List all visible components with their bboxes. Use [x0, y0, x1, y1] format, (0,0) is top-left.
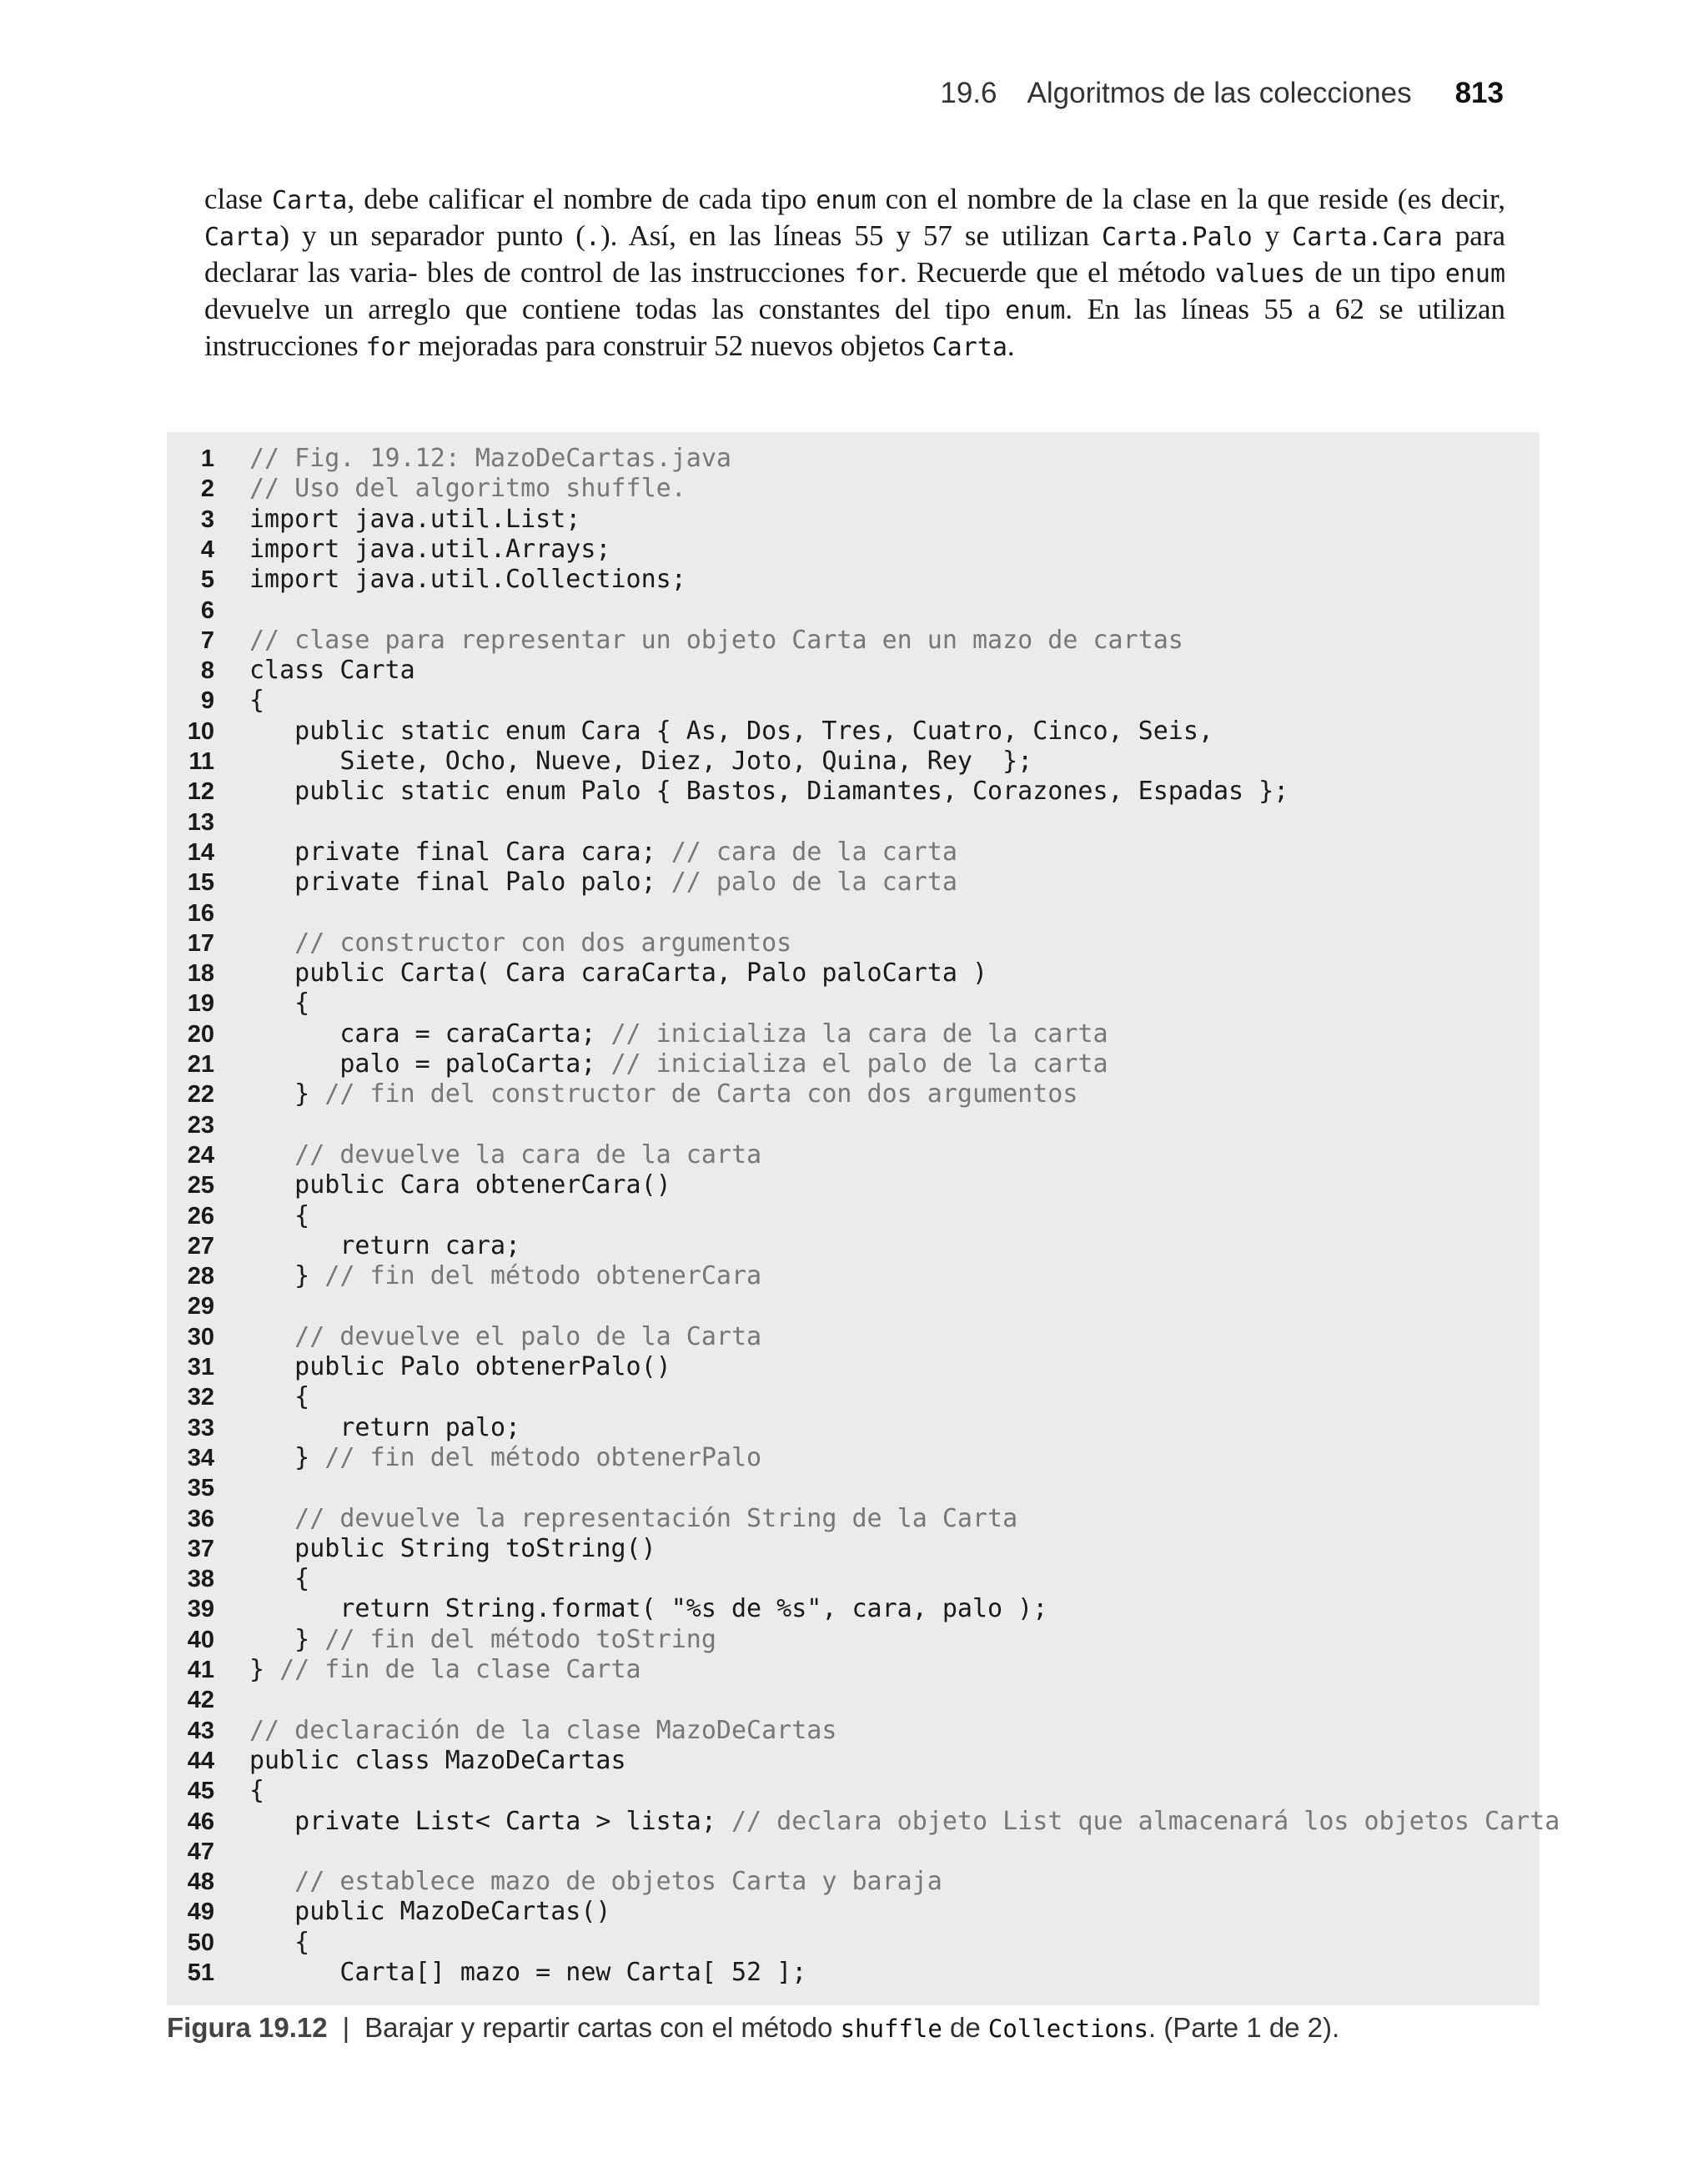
code-comment: // fin del constructor de Carta con dos argumentos: [324, 1079, 1078, 1109]
code-text: [249, 1170, 671, 1200]
code-comment: // cara de la carta: [671, 837, 957, 867]
intro-text-run: de un tipo: [1305, 256, 1445, 289]
inline-code: Carta: [204, 223, 280, 252]
intro-text-run: clase: [204, 183, 273, 215]
line-number: 3: [200, 506, 214, 533]
code-text: [249, 1625, 716, 1655]
code-text: [249, 1413, 520, 1443]
inline-code: Carta.Cara: [1292, 223, 1443, 252]
code-content: return String.format( "%s de %s", cara, palo );: [249, 1594, 1048, 1624]
inline-code: Carta: [932, 333, 1007, 362]
inline-code: enum: [1444, 259, 1506, 289]
line-number: 20: [187, 1020, 214, 1048]
line-number: 51: [187, 1959, 214, 1986]
code-text: [249, 505, 580, 535]
line-number: 13: [187, 808, 214, 836]
code-text: [249, 837, 957, 868]
code-content: class Carta: [249, 656, 415, 686]
code-comment: // palo de la carta: [671, 868, 957, 898]
inline-code: Carta.Palo: [1102, 223, 1253, 252]
line-number: 5: [200, 566, 214, 594]
code-content: private List< Carta > lista;: [249, 1806, 731, 1836]
code-content: // constructor con dos argumentos: [249, 928, 792, 958]
line-number: 43: [187, 1717, 214, 1744]
code-text: [249, 777, 1289, 807]
line-number: 6: [200, 596, 214, 624]
inline-code: enum: [816, 186, 877, 215]
code-text: [249, 1322, 761, 1352]
code-content: public Palo obtenerPalo(): [249, 1352, 671, 1381]
code-text: [249, 1655, 641, 1685]
line-number: 28: [187, 1263, 214, 1290]
code-text: [249, 1352, 671, 1382]
line-number: 2: [200, 475, 214, 503]
code-content: }: [249, 1079, 325, 1109]
code-content: // Uso del algoritmo shuffle.: [249, 474, 686, 504]
line-number: 42: [187, 1687, 214, 1714]
line-number: 39: [187, 1596, 214, 1623]
line-number: 11: [188, 748, 214, 775]
line-number: 24: [187, 1141, 214, 1169]
line-number: 22: [187, 1081, 214, 1109]
code-text: [249, 444, 731, 474]
code-text: [249, 1958, 806, 1988]
line-number: 21: [187, 1051, 214, 1078]
caption-code-collections: Collections: [987, 2015, 1148, 2043]
line-number: 23: [187, 1111, 214, 1139]
code-comment: // fin del método toString: [324, 1624, 716, 1654]
line-number: 19: [187, 990, 214, 1018]
line-number: 30: [187, 1323, 214, 1351]
line-number: 29: [187, 1293, 214, 1320]
line-number: 7: [200, 626, 214, 654]
line-number: 47: [187, 1838, 214, 1865]
code-text: [249, 988, 309, 1019]
line-number: 4: [200, 536, 214, 563]
intro-text-run: para declarar las varia- bles de control de las instrucciones: [204, 219, 1506, 289]
code-text: [249, 868, 957, 898]
code-comment: // inicializa el palo de la carta: [610, 1049, 1108, 1079]
inline-code: Carta: [272, 186, 348, 215]
line-number: 27: [187, 1232, 214, 1260]
code-content: import java.util.Collections;: [249, 565, 686, 595]
line-number: 8: [200, 657, 214, 685]
inline-code: for: [365, 333, 411, 362]
code-text: [249, 1504, 1017, 1534]
inline-code: values: [1214, 259, 1306, 289]
intro-text-run: con el nombre de la clase en la que reside (es decir,: [876, 183, 1506, 215]
code-comment: // fin del método obtenerPalo: [324, 1442, 762, 1472]
code-content: {: [249, 988, 310, 1019]
code-text: [249, 1746, 626, 1776]
code-content: }: [249, 1261, 325, 1291]
intro-text-run: ). Así, en las líneas 55 y 57 se utilizan: [600, 219, 1103, 252]
line-number: 40: [187, 1626, 214, 1653]
intro-text-run: ) y un separador punto (: [279, 219, 585, 252]
code-content: }: [249, 1624, 325, 1654]
code-content: // Fig. 19.12: MazoDeCartas.java: [249, 444, 731, 473]
line-number: 14: [187, 838, 214, 866]
code-content: }: [249, 1655, 280, 1684]
line-number: 38: [187, 1566, 214, 1593]
code-content: public static enum Palo { Bastos, Diamantes, Corazones, Espadas };: [249, 777, 1289, 807]
code-content: palo = paloCarta;: [249, 1049, 611, 1079]
inline-code: for: [854, 259, 900, 289]
code-text: [249, 1382, 309, 1412]
line-number: 37: [187, 1535, 214, 1562]
line-number: 35: [187, 1475, 214, 1502]
code-text: [249, 928, 791, 958]
section-number: 19.6: [940, 77, 997, 109]
code-text: [249, 1443, 761, 1473]
line-number: 18: [187, 960, 214, 988]
code-text: [249, 1716, 836, 1746]
line-number: 16: [187, 899, 214, 927]
code-content: Siete, Ocho, Nueve, Diez, Joto, Quina, Rey };: [249, 747, 1033, 776]
code-content: public MazoDeCartas(): [249, 1897, 611, 1927]
code-text: [249, 958, 987, 988]
line-number: 44: [187, 1747, 214, 1774]
code-text: [249, 1261, 761, 1291]
code-listing: [167, 432, 1560, 2005]
line-number: 31: [187, 1354, 214, 1381]
line-number: 33: [187, 1414, 214, 1441]
intro-text-run: . Recuerde que el método: [899, 256, 1215, 289]
code-text: [249, 1079, 1078, 1109]
code-content: public Cara obtenerCara(): [249, 1170, 671, 1200]
code-content: return palo;: [249, 1412, 521, 1442]
code-text: [249, 1534, 656, 1564]
line-number: 26: [187, 1202, 214, 1230]
line-number: 46: [187, 1808, 214, 1835]
caption-separator: |: [342, 2012, 350, 2043]
code-content: public String toString(): [249, 1533, 656, 1563]
code-content: // devuelve la representación String de la Carta: [249, 1503, 1018, 1533]
code-comment: // fin del método obtenerCara: [324, 1261, 762, 1291]
code-content: {: [249, 686, 265, 716]
code-content: import java.util.Arrays;: [249, 534, 611, 564]
intro-text-run: , debe calificar el nombre de cada tipo: [347, 183, 816, 215]
line-number: 12: [187, 778, 214, 806]
caption-text-before: Barajar y repartir cartas con el método: [364, 2012, 841, 2043]
code-content: public static enum Cara { As, Dos, Tres, Cuatro, Cinco, Seis,: [249, 716, 1213, 746]
code-content: // declaración de la clase MazoDeCartas: [249, 1715, 837, 1745]
intro-text-run: .: [1007, 329, 1015, 362]
code-text: [249, 1928, 309, 1958]
code-text: [249, 1049, 1108, 1079]
code-content: }: [249, 1442, 325, 1472]
intro-text-run: mejoradas para construir 52 nuevos objetos: [410, 329, 932, 362]
caption-text-mid: de: [942, 2012, 988, 2043]
running-header: [940, 77, 1504, 110]
line-number: 15: [187, 869, 214, 897]
code-text: [249, 1897, 610, 1927]
intro-paragraph: [204, 182, 1505, 365]
code-content: {: [249, 1382, 310, 1412]
line-number: 49: [187, 1899, 214, 1926]
intro-text: [204, 182, 1505, 365]
line-number: 48: [187, 1869, 214, 1896]
intro-text-run: . En las líneas 55 a 62 se utilizan instrucciones: [204, 293, 1505, 362]
line-number: 17: [187, 929, 214, 957]
code-text: [249, 1807, 1560, 1837]
code-content: {: [249, 1776, 265, 1806]
code-comment: // declara objeto List que almacenará los objetos Carta: [731, 1806, 1560, 1836]
caption-text-after: . (Parte 1 de 2).: [1148, 2012, 1340, 2043]
line-number: 10: [187, 717, 214, 745]
code-content: cara = caraCarta;: [249, 1019, 611, 1049]
line-number: 41: [187, 1657, 214, 1683]
code-text: [249, 1564, 309, 1594]
line-number: 34: [187, 1444, 214, 1471]
code-text: [249, 1594, 1047, 1624]
line-number: 50: [187, 1929, 214, 1956]
code-text: [249, 747, 1032, 777]
code-content: private final Palo palo;: [249, 868, 671, 898]
inline-code: .: [585, 223, 600, 252]
inline-code: enum: [1005, 296, 1066, 325]
code-content: Carta[] mazo = new Carta[ 52 ];: [249, 1958, 807, 1987]
line-number: 9: [200, 687, 214, 715]
code-content: private final Cara cara;: [249, 837, 671, 867]
page-number: 813: [1454, 77, 1504, 109]
code-text: [249, 1140, 761, 1170]
figure-label: Figura 19.12: [167, 2012, 328, 2043]
code-text: [249, 1776, 264, 1806]
intro-text-run: y: [1252, 219, 1293, 252]
code-content: public class MazoDeCartas: [249, 1745, 626, 1775]
code-text: [249, 1019, 1108, 1049]
code-content: {: [249, 1564, 310, 1594]
code-text: [249, 717, 1213, 747]
code-text: [249, 565, 686, 595]
line-number: 36: [187, 1505, 214, 1532]
intro-text-run: devuelve un arreglo que contiene todas las constantes del tipo: [204, 293, 1006, 325]
code-text: [249, 1231, 520, 1261]
line-number: 25: [187, 1172, 214, 1200]
code-content: import java.util.List;: [249, 504, 581, 534]
code-text: [249, 1867, 942, 1897]
code-text: [249, 656, 415, 686]
code-text: [249, 474, 686, 504]
code-content: {: [249, 1927, 310, 1957]
code-text: [249, 535, 610, 565]
line-number: 45: [187, 1778, 214, 1805]
section-title: Algoritmos de las colecciones: [1027, 77, 1412, 109]
caption-code-shuffle: shuffle: [840, 2015, 942, 2043]
code-text: [249, 1201, 309, 1231]
line-number: 32: [187, 1384, 214, 1411]
code-content: // devuelve el palo de la Carta: [249, 1321, 762, 1351]
code-comment: // inicializa la cara de la carta: [610, 1019, 1108, 1049]
code-text: [249, 686, 264, 716]
code-content: // clase para representar un objeto Carta en un mazo de cartas: [249, 625, 1183, 655]
line-number: 1: [200, 445, 214, 472]
code-text: [249, 626, 1183, 656]
code-content: // devuelve la cara de la carta: [249, 1139, 762, 1169]
code-comment: // fin de la clase Carta: [279, 1655, 641, 1684]
code-content: // establece mazo de objetos Carta y baraja: [249, 1867, 942, 1897]
code-content: public Carta( Cara caraCarta, Palo paloCarta ): [249, 958, 988, 988]
code-content: {: [249, 1200, 310, 1230]
figure-caption: [167, 2012, 1339, 2044]
code-content: return cara;: [249, 1230, 521, 1260]
